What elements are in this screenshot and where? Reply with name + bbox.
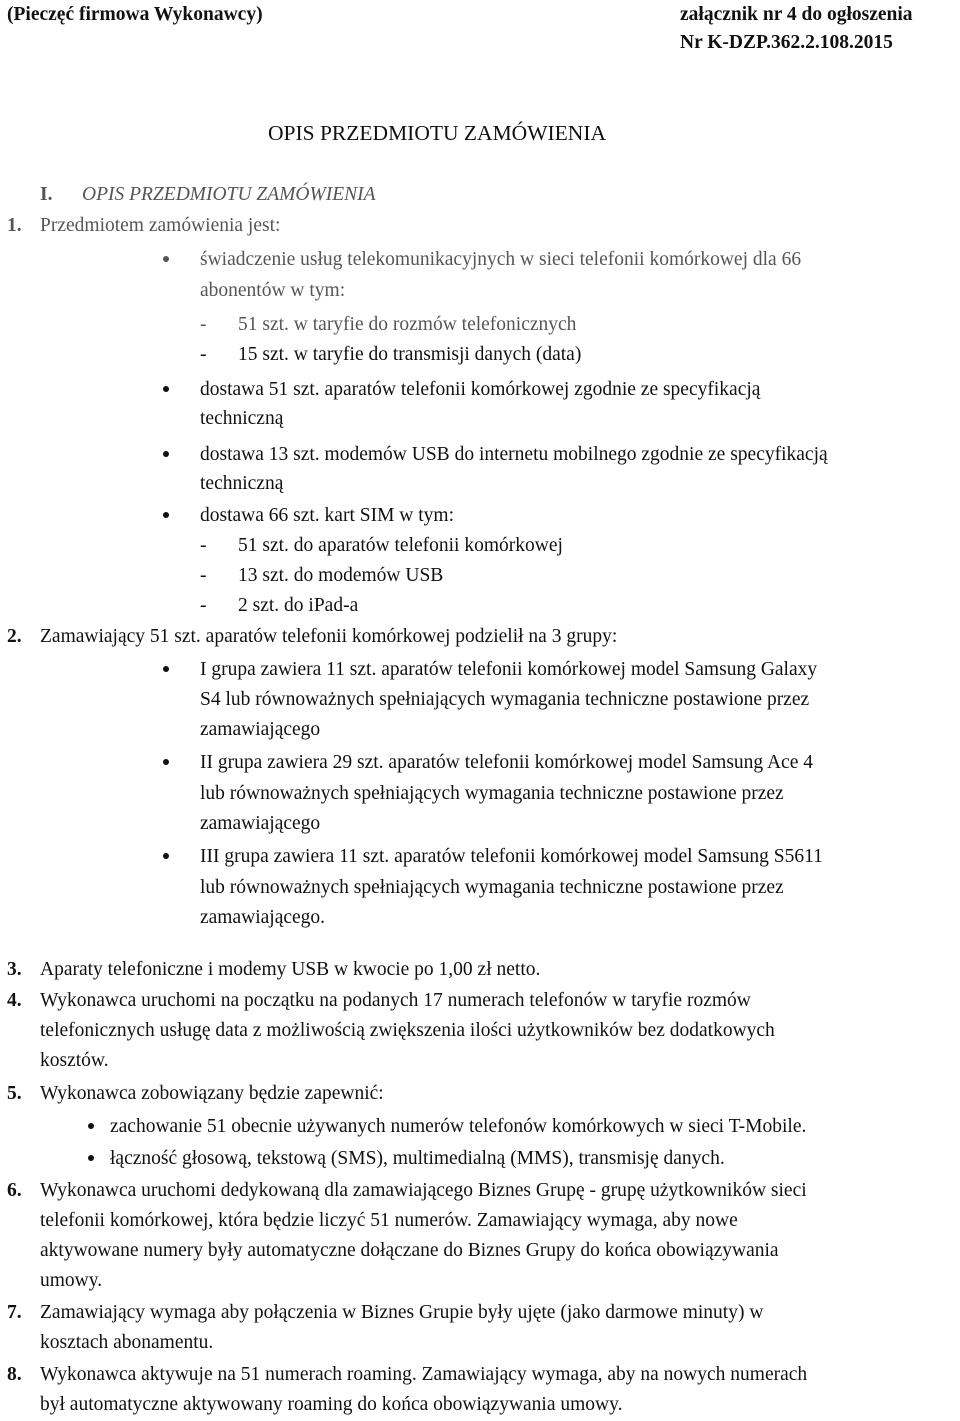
bullet-icon: [163, 666, 169, 672]
item-7-line-1: Zamawiający wymaga aby połączenia w Biznes Grupie były ujęte (jako darmowe minuty) w: [40, 1302, 764, 1323]
annex-label: załącznik nr 4 do ogłoszenia: [680, 4, 913, 25]
group-3-line-1: III grupa zawiera 11 szt. aparatów telefonii komórkowej model Samsung S5611: [200, 846, 823, 867]
bullet-icon: [163, 256, 169, 262]
dash-marker: -: [200, 535, 207, 556]
dash-marker: -: [200, 314, 207, 335]
group-1-line-2: S4 lub równoważnych spełniających wymagania techniczne postawione przez: [200, 689, 810, 710]
section-heading: OPIS PRZEDMIOTU ZAMÓWIENIA: [82, 184, 376, 205]
bullet-icon: [88, 1155, 94, 1161]
item-6-number: 6.: [7, 1180, 22, 1201]
page-title: OPIS PRZEDMIOTU ZAMÓWIENIA: [268, 121, 607, 145]
scope-bullet-2-line-1: dostawa 51 szt. aparatów telefonii komórkowej zgodnie ze specyfikacją: [200, 379, 761, 400]
item-8-line-1: Wykonawca aktywuje na 51 numerach roaming. Zamawiający wymaga, aby na nowych numerach: [40, 1364, 808, 1385]
item-1-number: 1.: [7, 215, 22, 236]
bullet-icon: [163, 386, 169, 392]
group-3-line-2: lub równoważnych spełniających wymagania techniczne postawione przez: [200, 877, 784, 898]
item-5-bullet-2: łączność głosową, tekstową (SMS), multimedialną (MMS), transmisję danych.: [110, 1148, 725, 1169]
dash-marker: -: [200, 565, 207, 586]
reference-number: Nr K-DZP.362.2.108.2015: [680, 32, 893, 53]
item-4-line-1: Wykonawca uruchomi na początku na podanych 17 numerach telefonów w taryfie rozmów: [40, 990, 751, 1011]
bullet-icon: [163, 451, 169, 457]
item-4-line-3: kosztów.: [40, 1050, 109, 1071]
tariff-voice-item: 51 szt. w taryfie do rozmów telefonicznych: [238, 314, 577, 335]
item-7-line-2: kosztach abonamentu.: [40, 1332, 214, 1353]
tariff-data-item: 15 szt. w taryfie do transmisji danych (data): [238, 344, 582, 365]
scope-bullet-3-line-2: techniczną: [200, 473, 284, 494]
item-4-line-2: telefonicznych usługę data z możliwością zwiększenia ilości użytkowników bez dodatkowych: [40, 1020, 775, 1041]
sim-phones-item: 51 szt. do aparatów telefonii komórkowej: [238, 535, 563, 556]
item-3-number: 3.: [7, 959, 22, 980]
item-3-text: Aparaty telefoniczne i modemy USB w kwocie po 1,00 zł netto.: [40, 959, 541, 980]
item-1-text: Przedmiotem zamówienia jest:: [40, 215, 281, 236]
item-6-line-2: telefonii komórkowej, która będzie liczyć 51 numerów. Zamawiający wymaga, aby nowe: [40, 1210, 738, 1231]
group-2-line-2: lub równoważnych spełniających wymagania techniczne postawione przez: [200, 783, 784, 804]
bullet-icon: [163, 512, 169, 518]
item-2-number: 2.: [7, 626, 22, 647]
bullet-icon: [163, 853, 169, 859]
company-stamp-label: (Pieczęć firmowa Wykonawcy): [7, 4, 263, 25]
scope-bullet-2-line-2: techniczną: [200, 408, 284, 429]
item-2-text: Zamawiający 51 szt. aparatów telefonii komórkowej podzielił na 3 grupy:: [40, 626, 618, 647]
item-7-number: 7.: [7, 1302, 22, 1323]
group-2-line-3: zamawiającego: [200, 813, 321, 834]
scope-bullet-1-line-1: świadczenie usług telekomunikacyjnych w sieci telefonii komórkowej dla 66: [200, 249, 802, 270]
bullet-icon: [163, 759, 169, 765]
dash-marker: -: [200, 344, 207, 365]
item-6-line-1: Wykonawca uruchomi dedykowaną dla zamawiającego Biznes Grupę - grupę użytkowników sieci: [40, 1180, 807, 1201]
scope-bullet-1-line-2: abonentów w tym:: [200, 280, 346, 301]
item-6-line-4: umowy.: [40, 1270, 103, 1291]
sim-modems-item: 13 szt. do modemów USB: [238, 565, 444, 586]
item-5-number: 5.: [7, 1083, 22, 1104]
scope-bullet-4-line-1: dostawa 66 szt. kart SIM w tym:: [200, 505, 455, 526]
item-5-bullet-1: zachowanie 51 obecnie używanych numerów telefonów komórkowych w sieci T-Mobile.: [110, 1116, 807, 1137]
sim-ipad-item: 2 szt. do iPad-a: [238, 595, 359, 616]
scope-bullet-3-line-1: dostawa 13 szt. modemów USB do internetu mobilnego zgodnie ze specyfikacją: [200, 444, 828, 465]
dash-marker: -: [200, 595, 207, 616]
section-numeral: I.: [40, 184, 53, 205]
bullet-icon: [88, 1123, 94, 1129]
item-4-number: 4.: [7, 990, 22, 1011]
group-2-line-1: II grupa zawiera 29 szt. aparatów telefonii komórkowej model Samsung Ace 4: [200, 752, 813, 773]
item-8-line-2: był automatyczne aktywowany roaming do końca obowiązywania umowy.: [40, 1394, 623, 1415]
group-1-line-1: I grupa zawiera 11 szt. aparatów telefonii komórkowej model Samsung Galaxy: [200, 659, 818, 680]
item-8-number: 8.: [7, 1364, 22, 1385]
group-3-line-3: zamawiającego.: [200, 907, 326, 928]
group-1-line-3: zamawiającego: [200, 719, 321, 740]
item-6-line-3: aktywowane numery były automatyczne dołączane do Biznes Grupy do końca obowiązywania: [40, 1240, 779, 1261]
item-5-text: Wykonawca zobowiązany będzie zapewnić:: [40, 1083, 384, 1104]
